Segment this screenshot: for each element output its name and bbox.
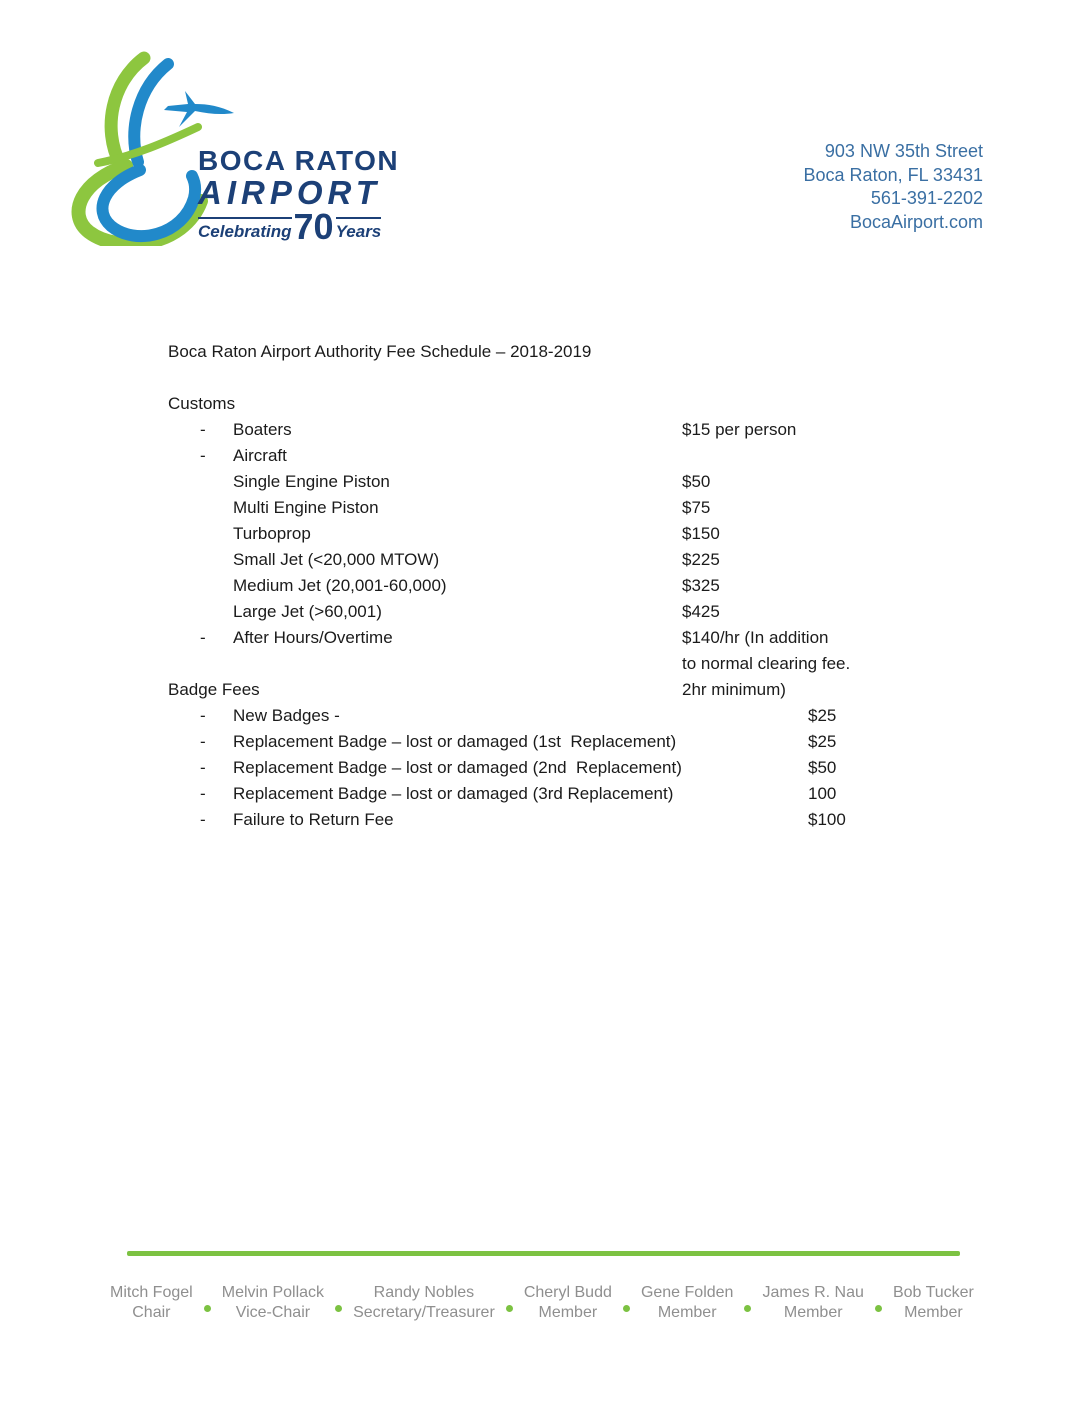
row-value [808, 781, 836, 807]
row-value-line: 2hr minimum) [682, 680, 786, 699]
fee-row [168, 807, 968, 833]
member-title: Vice-Chair [235, 1304, 311, 1321]
phone-number: 561-391-2202 [870, 188, 983, 208]
row-value-line: $15 per person [682, 420, 797, 439]
logo-name-line1: BOCA RATON [198, 145, 400, 176]
fee-row [168, 703, 968, 729]
row-value-line: $50 [682, 472, 711, 491]
tagline-70: 70 [293, 206, 334, 247]
row-bullet: - [200, 446, 206, 465]
member-name: James R. Nau [762, 1284, 864, 1301]
section-heading: Customs [168, 394, 236, 413]
logo-tagline [198, 206, 398, 247]
document-title: Boca Raton Airport Authority Fee Schedule – 2018-2019 [168, 342, 592, 361]
separator-dot-icon [744, 1305, 751, 1312]
member-title: Secretary/Treasurer [353, 1304, 495, 1321]
footer-member [222, 1283, 324, 1323]
separator-dot-icon [204, 1305, 211, 1312]
row-label: Failure to Return Fee [233, 810, 394, 829]
street-address: 903 NW 35th Street [824, 141, 983, 161]
row-value [682, 599, 720, 625]
row-value [682, 573, 720, 599]
section-heading: Badge Fees [168, 680, 260, 699]
city-state-zip: Boca Raton, FL 33431 [803, 164, 983, 185]
footer-member [524, 1283, 612, 1323]
fee-row [168, 521, 968, 547]
airport-logo [62, 50, 402, 250]
row-value-line: $150 [682, 524, 720, 543]
airplane-icon [164, 91, 234, 127]
fee-row [168, 781, 968, 807]
row-label: Turboprop [233, 524, 311, 543]
row-value-line: $140/hr (In addition [682, 628, 829, 647]
row-label: Large Jet (>60,001) [233, 602, 382, 621]
logo-name-line2: AIRPORT [198, 174, 381, 211]
row-value-line: $100 [808, 810, 846, 829]
row-value [682, 417, 796, 443]
row-value [682, 625, 850, 703]
member-title: Member [904, 1304, 963, 1321]
contact-block [804, 140, 983, 234]
row-value [808, 755, 836, 781]
member-title: Member [657, 1304, 717, 1321]
tagline-years: Years [336, 217, 382, 242]
row-label: After Hours/Overtime [233, 628, 393, 647]
fee-row [168, 729, 968, 755]
fee-row [168, 573, 968, 599]
row-value-line: $225 [682, 550, 720, 569]
footer-member [893, 1283, 974, 1323]
row-label: Aircraft [233, 446, 287, 465]
website-url: BocaAirport.com [849, 211, 983, 232]
fee-row [168, 443, 968, 469]
row-label: Replacement Badge – lost or damaged (1st Replacement) [233, 732, 677, 751]
separator-dot-icon [506, 1305, 513, 1312]
fee-row [168, 547, 968, 573]
fee-row [168, 599, 968, 625]
row-label: Small Jet (<20,000 MTOW) [233, 550, 440, 569]
fee-sections [168, 391, 968, 833]
separator-dot-icon [335, 1305, 342, 1312]
row-value [808, 703, 836, 729]
logo-wordmark [198, 145, 400, 247]
row-bullet: - [200, 420, 206, 439]
row-value-line: $25 [808, 732, 837, 751]
member-title: Chair [132, 1304, 171, 1321]
row-label: Replacement Badge – lost or damaged (2nd Replacement) [233, 758, 682, 777]
row-value [682, 495, 710, 521]
fee-schedule-document [168, 339, 968, 833]
row-value-line: $325 [682, 576, 720, 595]
separator-dot-icon [623, 1305, 630, 1312]
row-bullet: - [200, 758, 206, 777]
row-label: New Badges - [233, 706, 340, 725]
footer-member [110, 1283, 193, 1323]
footer-member [353, 1283, 495, 1323]
tagline-celebrating: Celebrating [198, 217, 292, 242]
row-label: Medium Jet (20,001-60,000) [233, 576, 447, 595]
footer-member [641, 1283, 734, 1323]
fee-row [168, 755, 968, 781]
member-title: Member [538, 1304, 598, 1321]
board-members-footer [110, 1283, 974, 1323]
row-value [808, 807, 846, 833]
row-bullet: - [200, 706, 206, 725]
row-label: Single Engine Piston [233, 472, 390, 491]
row-value-line: $75 [682, 498, 711, 517]
row-bullet: - [200, 732, 206, 751]
row-value [808, 729, 836, 755]
member-title: Member [783, 1304, 843, 1321]
row-label: Boaters [233, 420, 292, 439]
row-value [682, 521, 720, 547]
member-name: Mitch Fogel [110, 1284, 193, 1301]
row-value-line: to normal clearing fee. [682, 654, 851, 673]
fee-row [168, 417, 968, 443]
row-value [682, 469, 710, 495]
member-name: Cheryl Budd [523, 1284, 612, 1301]
fee-row [168, 469, 968, 495]
member-name: Bob Tucker [892, 1284, 974, 1301]
member-name: Gene Folden [640, 1284, 734, 1301]
row-value [682, 547, 720, 573]
row-value-line: $25 [808, 706, 837, 725]
row-bullet: - [200, 628, 206, 647]
footer-divider [127, 1251, 960, 1256]
footer-member [763, 1283, 864, 1323]
member-name: Melvin Pollack [221, 1284, 325, 1301]
row-label: Replacement Badge – lost or damaged (3rd Replacement) [233, 784, 674, 803]
row-value-line: 100 [808, 784, 837, 803]
row-label: Multi Engine Piston [233, 498, 379, 517]
row-bullet: - [200, 784, 206, 803]
separator-dot-icon [875, 1305, 882, 1312]
member-name: Randy Nobles [373, 1284, 475, 1301]
row-bullet: - [200, 810, 206, 829]
fee-row [168, 495, 968, 521]
row-value-line: $50 [808, 758, 837, 777]
row-value-line: $425 [682, 602, 720, 621]
